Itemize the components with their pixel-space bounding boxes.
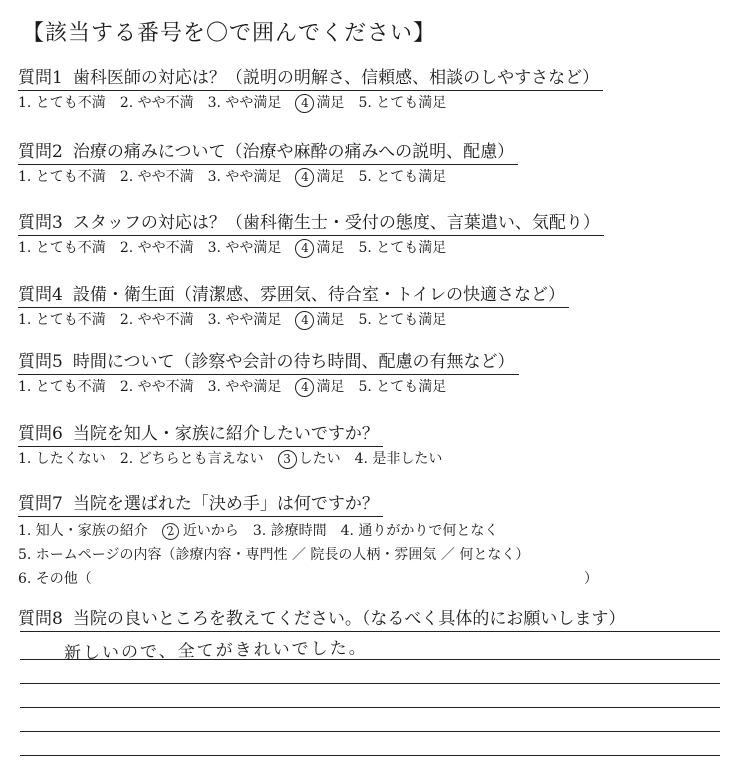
question-text: 当院の良いところを教えてください。（なるべく具体的にお願いします）	[72, 609, 626, 629]
option-2[interactable]: 2. どちらとも言えない	[119, 451, 264, 467]
option-3[interactable]: 3. やや満足	[207, 312, 282, 328]
option-4[interactable]: 4. 是非したい	[354, 451, 443, 467]
answer-options	[18, 238, 604, 258]
question-4	[18, 283, 569, 330]
question-number: 質問6	[18, 424, 63, 444]
question-7	[18, 492, 598, 591]
circled-number: 4	[295, 378, 314, 397]
circled-number: 4	[295, 239, 314, 258]
answer-options	[18, 93, 603, 113]
ruled-line	[20, 631, 720, 632]
form-title: 【該当する番号を〇で囲んでください】	[22, 21, 437, 46]
option-1[interactable]: 1. 知人・家族の紹介	[18, 523, 148, 539]
ruled-line	[20, 659, 720, 660]
question-4-heading	[18, 283, 569, 308]
circled-number: 4	[295, 311, 314, 330]
question-text: 設備・衛生面（清潔感、雰囲気、待合室・トイレの快適さなど）	[72, 285, 565, 305]
question-text: 当院を知人・家族に紹介したいですか？	[72, 424, 379, 444]
option-4-selected[interactable]: 4 満足	[295, 377, 344, 397]
question-text: スタッフの対応は？（歯科衛生士・受付の態度、言葉遣い、気配り）	[72, 213, 600, 233]
option-1[interactable]: 1. とても不満	[18, 379, 106, 395]
option-4-selected[interactable]: 4 満足	[295, 238, 344, 258]
handwritten-answer[interactable]: 新しいので、全てがきれいでした。	[63, 638, 368, 664]
question-2	[18, 140, 518, 187]
question-7-heading	[18, 492, 383, 517]
question-number: 質問1	[18, 68, 63, 88]
question-1-heading	[18, 66, 603, 91]
ruled-line	[20, 755, 720, 756]
ruled-line	[20, 683, 720, 684]
option-3[interactable]: 3. やや満足	[207, 379, 282, 395]
option-5[interactable]: 5. とても満足	[358, 95, 447, 111]
option-2[interactable]: 2. やや不満	[119, 95, 194, 111]
question-8-heading	[18, 607, 625, 631]
option-2[interactable]: 2. やや不満	[119, 169, 194, 185]
question-number: 質問7	[18, 494, 63, 514]
circled-number: 4	[295, 94, 314, 113]
option-1[interactable]: 1. したくない	[18, 451, 106, 467]
option-2[interactable]: 2. やや不満	[119, 379, 194, 395]
option-1[interactable]: 1. とても不満	[18, 240, 106, 256]
option-4[interactable]: 4. 通りがかりで何となく	[340, 523, 499, 539]
circled-number: 3	[278, 450, 297, 469]
option-3[interactable]: 3. やや満足	[207, 240, 282, 256]
question-number: 質問4	[18, 285, 63, 305]
option-1[interactable]: 1. とても不満	[18, 312, 106, 328]
answer-options	[18, 167, 518, 187]
ruled-line	[20, 731, 720, 732]
question-number: 質問3	[18, 213, 63, 233]
option-5[interactable]: 5. とても満足	[358, 379, 447, 395]
answer-options-row-1	[18, 519, 598, 543]
option-3-selected[interactable]: 3 したい	[278, 449, 341, 469]
option-2[interactable]: 2. やや不満	[119, 312, 194, 328]
option-3[interactable]: 3. 診療時間	[252, 523, 327, 539]
question-number: 質問5	[18, 352, 63, 372]
answer-options	[18, 377, 519, 397]
question-3-heading	[18, 211, 604, 236]
answer-options	[18, 449, 456, 469]
option-4-selected[interactable]: 4 満足	[295, 93, 344, 113]
option-4-selected[interactable]: 4 満足	[295, 167, 344, 187]
closing-paren: ）	[584, 571, 598, 587]
answer-options	[18, 310, 569, 330]
question-3	[18, 211, 604, 258]
question-number: 質問8	[18, 609, 63, 629]
option-4-selected[interactable]: 4 満足	[295, 310, 344, 330]
question-5-heading	[18, 350, 519, 375]
option-3[interactable]: 3. やや満足	[207, 95, 282, 111]
question-2-heading	[18, 140, 518, 165]
option-6-label: 6. その他（	[18, 571, 92, 587]
option-2-selected[interactable]: 2 近いから	[162, 519, 239, 543]
question-1	[18, 66, 603, 113]
option-6-other[interactable]	[18, 567, 598, 591]
circled-number: 4	[295, 168, 314, 187]
circled-number: 2	[161, 522, 180, 541]
question-text: 当院を選ばれた「決め手」は何ですか？	[72, 494, 379, 514]
option-5[interactable]: 5. とても満足	[358, 240, 447, 256]
option-5[interactable]: 5. とても満足	[358, 312, 447, 328]
option-2[interactable]: 2. やや不満	[119, 240, 194, 256]
question-6-heading	[18, 422, 383, 447]
question-text: 歯科医師の対応は？（説明の明解さ、信頼感、相談のしやすさなど）	[72, 68, 600, 88]
option-5[interactable]: 5. ホームページの内容（診療内容・専門性 ／ 院長の人柄・雰囲気 ／ 何となく）	[18, 547, 530, 563]
option-1[interactable]: 1. とても不満	[18, 95, 106, 111]
option-1[interactable]: 1. とても不満	[18, 169, 106, 185]
question-6	[18, 422, 456, 469]
option-3[interactable]: 3. やや満足	[207, 169, 282, 185]
question-5	[18, 350, 519, 397]
question-text: 治療の痛みについて（治療や麻酔の痛みへの説明、配慮）	[72, 142, 515, 162]
question-text: 時間について（診察や会計の待ち時間、配慮の有無など）	[72, 352, 515, 372]
ruled-line	[20, 707, 720, 708]
question-number: 質問2	[18, 142, 63, 162]
question-8	[18, 607, 625, 631]
option-5[interactable]: 5. とても満足	[358, 169, 447, 185]
